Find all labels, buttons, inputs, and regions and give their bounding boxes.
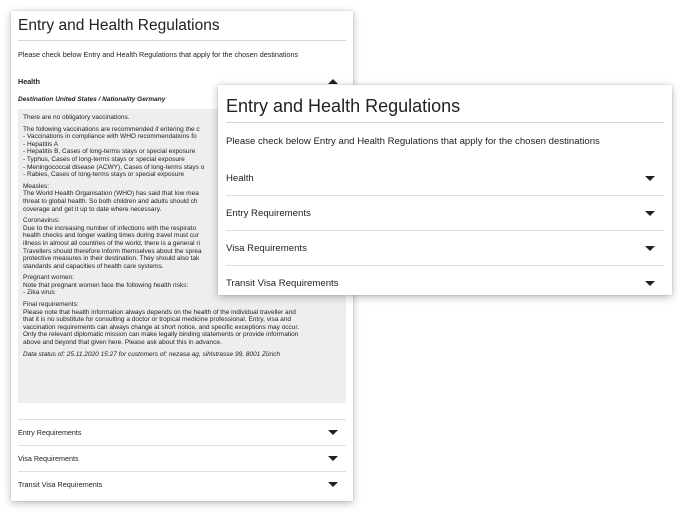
info-line: Note that pregnant women face the following health risks: xyxy=(23,281,189,289)
accordion-health[interactable] xyxy=(226,161,664,195)
info-line: Coronavirus: xyxy=(23,217,60,225)
destination-label: Destination United States / Nationality Germany xyxy=(18,96,166,103)
info-line: - Vaccinations in compliance with WHO recommendations fo xyxy=(23,133,197,141)
info-line: standards and capacities of health care systems. xyxy=(23,262,164,270)
accordion-visa-label: Visa Requirements xyxy=(226,242,307,254)
front-intro-text: Please check below Entry and Health Regulations that apply for the chosen destinations xyxy=(226,136,600,147)
info-line: vaccination requirements can always change at short notice, and specific exceptions may occur. xyxy=(23,323,300,331)
front-accordion-list xyxy=(226,161,664,300)
info-line: threat to global health. So both children and adults should ch xyxy=(23,197,198,205)
info-line: - Rabies, Cases of long-terms stays or special exposure xyxy=(23,171,185,179)
accordion-visa-requirements[interactable] xyxy=(18,445,346,471)
data-status-text: Data status of: 25.11.2020 15:27 for customers of: nezasa ag, sihlstrasse 99, 8001 Zürich xyxy=(23,350,281,358)
chevron-down-icon[interactable] xyxy=(328,430,338,435)
accordion-visa-requirements[interactable] xyxy=(226,230,664,265)
chevron-down-icon[interactable] xyxy=(328,482,338,487)
info-line: coverage and get it up to date where necessary. xyxy=(23,205,162,213)
info-line: health checks and longer waiting times during travel must cur xyxy=(23,232,199,240)
info-line: Measles: xyxy=(23,182,50,190)
accordion-entry-requirements[interactable] xyxy=(226,195,664,230)
info-line: The World Health Organisation (WHO) has said that low mea xyxy=(23,190,199,198)
accordion-entry-requirements[interactable] xyxy=(18,419,346,445)
accordion-transit-label: Transit Visa Requirements xyxy=(226,277,339,289)
info-line: illness in almost all countries of the world, there is a general ri xyxy=(23,239,201,247)
info-line: Pregnant women: xyxy=(23,274,74,282)
info-line: - Typhus, Cases of long-terms stays or special exposure xyxy=(23,155,185,163)
accordion-health-label: Health xyxy=(226,172,254,184)
info-line: The following vaccinations are recommended if entering the c xyxy=(23,125,200,133)
chevron-down-icon[interactable] xyxy=(645,281,655,286)
info-line: Only the relevant diplomatic mission can make legally binding statements or provide information xyxy=(23,331,299,339)
info-line: Travellers should therefore inform themselves about the sprea xyxy=(23,247,202,255)
chevron-down-icon[interactable] xyxy=(328,456,338,461)
info-line: - Hepatitis A xyxy=(23,140,59,148)
info-line: - Zika virus xyxy=(23,289,55,297)
accordion-transit-visa-requirements[interactable] xyxy=(226,265,664,300)
info-line: - Hepatitis B, Cases of long-terms stays or special exposure xyxy=(23,148,196,156)
chevron-down-icon[interactable] xyxy=(645,176,655,181)
info-line: There are no obligatory vaccinations. xyxy=(23,114,130,121)
accordion-transit-label: Transit Visa Requirements xyxy=(18,480,103,489)
chevron-down-icon[interactable] xyxy=(645,246,655,251)
accordion-entry-label: Entry Requirements xyxy=(226,207,311,219)
info-line: Final requirements: xyxy=(23,301,79,309)
info-line: protective measures in their destination. They should also tak xyxy=(23,255,200,263)
info-line: Due to the increasing number of infections with the respirato xyxy=(23,224,197,232)
accordion-entry-label: Entry Requirements xyxy=(18,428,82,437)
back-intro-text: Please check below Entry and Health Regulations that apply for the chosen destinations xyxy=(18,50,299,59)
info-line: that it is no substitute for consulting a doctor or tropical medicine professional. Entry, visa and xyxy=(23,316,291,324)
chevron-down-icon[interactable] xyxy=(645,211,655,216)
info-line: - Meningococcal disease (ACWY), Cases of long-terms stays o xyxy=(23,163,205,171)
accordion-transit-visa-requirements[interactable] xyxy=(18,471,346,497)
accordion-health-label: Health xyxy=(18,76,40,86)
back-page-title: Entry and Health Regulations xyxy=(18,17,220,34)
front-regulations-panel xyxy=(218,85,672,295)
info-line: Please note that health information always depends on the health of the individual traveller and xyxy=(23,308,296,316)
front-page-title: Entry and Health Regulations xyxy=(226,96,461,116)
info-line: above and beyond that given here. Please ask about this in advance. xyxy=(23,339,222,347)
accordion-visa-label: Visa Requirements xyxy=(18,454,79,463)
chevron-up-icon[interactable] xyxy=(328,79,338,84)
